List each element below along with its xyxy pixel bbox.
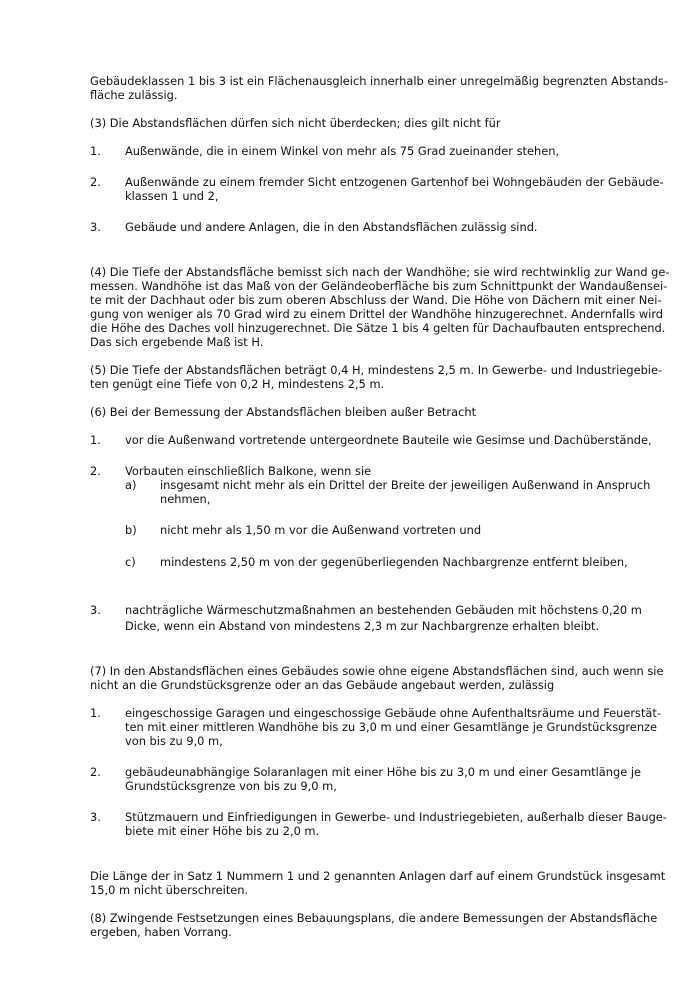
para4-line-1: (4) Die Tiefe der Abstandsfläche bemisst sich nach der Wandhöhe; sie wird rechtwinklig zur Wand ge-	[90, 265, 670, 279]
para6-item2-sub-c-letter: c)	[125, 555, 136, 569]
para6-item2-sub-b-letter: b)	[125, 523, 137, 537]
para7-item2-line-1: gebäudeunabhängige Solaranlagen mit einer Höhe bis zu 3,0 m und einer Gesamtlänge je	[125, 765, 642, 779]
para3-item2-line-2: klassen 1 und 2,	[125, 189, 219, 203]
para6-item3-line-1: nachträgliche Wärmeschutzmaßnahmen an bestehenden Gebäuden mit höchstens 0,20 m	[125, 603, 642, 617]
para4-line-5: die Höhe des Daches voll hinzugerechnet. Die Sätze 1 bis 4 gelten für Dachaufbauten entsprechend.	[90, 321, 666, 335]
para6-item2-sub-a-line-1: insgesamt nicht mehr als ein Drittel der Breite der jeweiligen Außenwand in Anspruch	[160, 478, 651, 492]
para3-item1-text: Außenwände, die in einem Winkel von mehr als 75 Grad zueinander stehen,	[125, 144, 560, 158]
para8-line-1: (8) Zwingende Festsetzungen eines Bebauungsplans, die andere Bemessungen der Abstandsfläche	[90, 911, 658, 925]
para4-line-2: messen. Wandhöhe ist das Maß von der Geländeoberfläche bis zum Schnittpunkt der Wandaußensei-	[90, 279, 668, 293]
para4-line-6: Das sich ergebende Maß ist H.	[90, 335, 264, 349]
para3-item1-number: 1.	[90, 144, 101, 158]
para7-closing-line-1: Die Länge der in Satz 1 Nummern 1 und 2 genannten Anlagen darf auf einem Grundstück insgesamt	[90, 869, 666, 883]
para6-item2-sub-c-text: mindestens 2,50 m von der gegenüberliegenden Nachbargrenze entfernt bleiben,	[160, 555, 628, 569]
para7-item1-number: 1.	[90, 706, 101, 720]
para6-item2-sub-b-text: nicht mehr als 1,50 m vor die Außenwand vortreten und	[160, 523, 482, 537]
intro-line-2: fläche zulässig.	[90, 88, 178, 102]
para6-item1-text: vor die Außenwand vortretende untergeordnete Bauteile wie Gesimse und Dachüberstände,	[125, 433, 652, 447]
para6-item2-sub-a-line-2: nehmen,	[160, 492, 211, 506]
para7-item2-number: 2.	[90, 765, 101, 779]
para7-closing-line-2: 15,0 m nicht überschreiten.	[90, 883, 249, 897]
para3-lead: (3) Die Abstandsflächen dürfen sich nicht überdecken; dies gilt nicht für	[90, 116, 501, 130]
para7-lead-line-1: (7) In den Abstandsflächen eines Gebäudes sowie ohne eigene Abstandsflächen sind, auch wenn sie	[90, 664, 664, 678]
para6-item2-sub-a-letter: a)	[125, 478, 137, 492]
intro-line-1: Gebäudeklassen 1 bis 3 ist ein Flächenausgleich innerhalb einer unregelmäßig begrenzten Abstands-	[90, 74, 668, 88]
para5-line-2: ten genügt eine Tiefe von 0,2 H, mindestens 2,5 m.	[90, 377, 385, 391]
para3-item2-line-1: Außenwände zu einem fremder Sicht entzogenen Gartenhof bei Wohngebäuden der Gebäude-	[125, 175, 664, 189]
para6-item1-number: 1.	[90, 433, 101, 447]
para7-item1-line-2: ten mit einer mittleren Wandhöhe bis zu 3,0 m und einer Gesamtlänge je Grundstücksgrenze	[125, 720, 658, 734]
para7-item1-line-1: eingeschossige Garagen und eingeschossige Gebäude ohne Aufenthaltsräume und Feuerstät-	[125, 706, 661, 720]
para7-item3-line-1: Stützmauern und Einfriedigungen in Gewerbe- und Industriegebieten, außerhalb dieser Bauge-	[125, 810, 667, 824]
para6-item2-text: Vorbauten einschließlich Balkone, wenn sie	[125, 464, 372, 478]
para6-item3-number: 3.	[90, 603, 101, 617]
para6-item3-line-2: Dicke, wenn ein Abstand von mindestens 2,3 m zur Nachbargrenze erhalten bleibt.	[125, 619, 600, 633]
para3-item3-number: 3.	[90, 220, 101, 234]
para7-item3-line-2: biete mit einer Höhe bis zu 2,0 m.	[125, 824, 320, 838]
para8-line-2: ergeben, haben Vorrang.	[90, 925, 232, 939]
para7-item1-line-3: von bis zu 9,0 m,	[125, 734, 223, 748]
para7-item2-line-2: Grundstücksgrenze von bis zu 9,0 m,	[125, 779, 337, 793]
para7-item3-number: 3.	[90, 810, 101, 824]
para3-item2-number: 2.	[90, 175, 101, 189]
para3-item3-text: Gebäude und andere Anlagen, die in den Abstandsflächen zulässig sind.	[125, 220, 538, 234]
para5-line-1: (5) Die Tiefe der Abstandsflächen beträgt 0,4 H, mindestens 2,5 m. In Gewerbe- und Industriegebie-	[90, 363, 663, 377]
para6-item2-number: 2.	[90, 464, 101, 478]
para7-lead-line-2: nicht an die Grundstücksgrenze oder an das Gebäude angebaut werden, zulässig	[90, 678, 555, 692]
para4-line-3: te mit der Dachhaut oder bis zum oberen Abschluss der Wand. Die Höhe von Dächern mit einer Nei-	[90, 293, 662, 307]
para4-line-4: gung von weniger als 70 Grad wird zu einem Drittel der Wandhöhe hinzugerechnet. Andernfalls wird	[90, 307, 664, 321]
para6-lead: (6) Bei der Bemessung der Abstandsflächen bleiben außer Betracht	[90, 405, 477, 419]
